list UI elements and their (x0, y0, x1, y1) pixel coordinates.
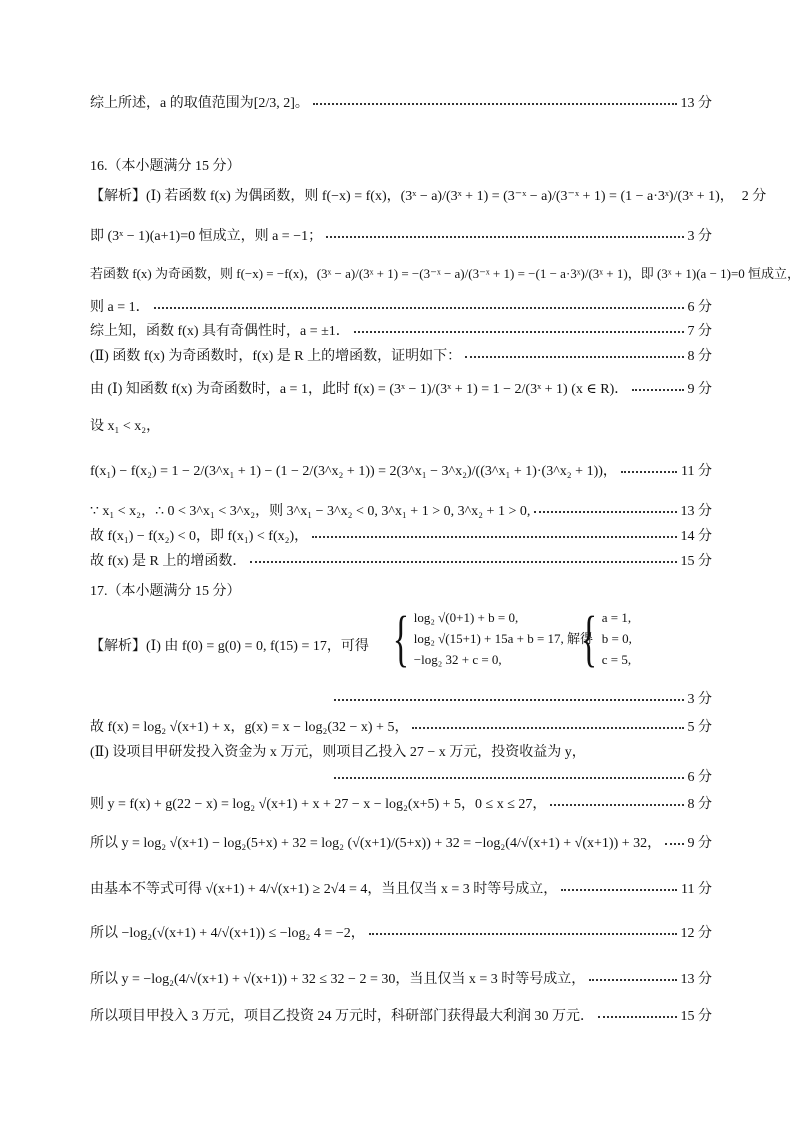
dot-leader (334, 777, 684, 779)
score-label: 2 分 (741, 189, 767, 204)
line-text: 则 a = 1． (90, 300, 150, 315)
solution-line (90, 225, 712, 245)
score-label: 6 分 (687, 770, 712, 785)
dot-leader (313, 103, 677, 105)
solution-line (90, 500, 712, 520)
line-text: (Ⅱ) 函数 f(x) 为奇函数时，f(x) 是 R 上的增函数，证明如下： (90, 349, 462, 364)
equation-row: a = 1, (601, 610, 632, 625)
equation-row: c = 5, (601, 652, 632, 667)
line-text: 由基本不等式可得 √(x+1) + 4/√(x+1) ≥ 2√4 = 4，当且仅当 x = 3 时等号成立， (90, 882, 558, 897)
dot-leader (632, 389, 683, 391)
line-text: 综上所述，a 的取值范围为[2/3, 2]。 (90, 96, 309, 111)
dot-leader (334, 699, 684, 701)
line-text: 所以 y = −log₂(4/√(x+1) + √(x+1)) + 32 ≤ 32 − 2 = 30，当且仅当 x = 3 时等号成立， (90, 972, 586, 987)
dot-leader (312, 536, 676, 538)
score-label: 3 分 (687, 229, 712, 244)
solution-line (90, 968, 712, 988)
solution-line (90, 793, 712, 813)
equation-row: log₂ √(15+1) + 15a + b = 17, 解得 (413, 631, 594, 646)
problem-16-heading: 16.（本小题满分 15 分） (90, 159, 241, 174)
solution-system (574, 604, 632, 673)
problem-17-heading: 17.（本小题满分 15 分） (90, 584, 241, 599)
dot-leader (598, 1016, 677, 1018)
solution-line (90, 1005, 712, 1025)
solution-line (90, 832, 712, 852)
dot-leader (354, 331, 684, 333)
score-label: 13 分 (680, 96, 712, 111)
solution-line (90, 320, 712, 340)
solution-line (90, 296, 712, 316)
dot-leader (621, 471, 677, 473)
score-label: 8 分 (687, 797, 712, 812)
score-line (330, 688, 712, 708)
line-text: 由 (Ⅰ) 知函数 f(x) 为奇函数时，a = 1，此时 f(x) = (3ˣ − 1)/(3ˣ + 1) = 1 − 2/(3ˣ + 1) (x ∈ R)． (90, 382, 629, 397)
line-text: ∵ x₁ < x₂，∴ 0 < 3^x₁ < 3^x₂，则 3^x₁ − 3^x₂ < 0, 3^x₁ + 1 > 0, 3^x₂ + 1 > 0, (90, 504, 531, 519)
line-text: f(x₁) − f(x₂) = 1 − 2/(3^x₁ + 1) − (1 − 2/(3^x₂ + 1)) = 2(3^x₁ − 3^x₂)/((3^x₁ + 1)·(3^x₂ + 1))， (90, 464, 617, 479)
dot-leader (665, 843, 683, 845)
line-text: 故 f(x) = log₂ √(x+1) + x，g(x) = x − log₂(32 − x) + 5， (90, 720, 409, 735)
line-text: 所以 y = log₂ √(x+1) − log₂(5+x) + 32 = log₂ (√(x+1)/(5+x)) + 32 = −log₂(4/√(x+1) + √(x+1)) + 32， (90, 836, 662, 851)
dot-leader (465, 356, 683, 358)
solution-line (90, 550, 712, 570)
score-label: 15 分 (680, 554, 712, 569)
equation-system (386, 604, 594, 673)
score-label: 6 分 (687, 300, 712, 315)
solution-line: (Ⅱ) 设项目甲研发投入资金为 x 万元，则项目乙投入 27 − x 万元，投资收益为 y， (90, 745, 586, 760)
dot-leader (534, 511, 676, 513)
left-brace: { (580, 604, 598, 673)
score-label: 9 分 (687, 836, 712, 851)
solution-line (90, 716, 712, 736)
solution-line: 设 x₁ < x₂， (90, 419, 161, 434)
line-text: 所以项目甲投入 3 万元，项目乙投资 24 万元时，科研部门获得最大利润 30 万元． (90, 1009, 594, 1024)
line-text: 所以 −log₂(√(x+1) + 4/√(x+1)) ≤ −log₂ 4 = −2， (90, 926, 365, 941)
score-label: 15 分 (680, 1009, 712, 1024)
dot-leader (326, 236, 683, 238)
score-label: 13 分 (680, 504, 712, 519)
line-text: 综上知，函数 f(x) 具有奇偶性时，a = ±1． (90, 324, 350, 339)
score-label: 8 分 (687, 349, 712, 364)
solution-line (90, 185, 767, 205)
solution-line (90, 345, 712, 365)
score-label: 11 分 (681, 464, 712, 479)
dot-leader (589, 979, 676, 981)
solution-line (90, 878, 712, 898)
score-label: 3 分 (687, 692, 712, 707)
score-label: 13 分 (680, 972, 712, 987)
line-text: 则 y = f(x) + g(22 − x) = log₂ √(x+1) + x + 27 − x − log₂(x+5) + 5，0 ≤ x ≤ 27， (90, 797, 547, 812)
solution-line (90, 922, 712, 942)
line-text: 即 (3ˣ − 1)(a+1)=0 恒成立，则 a = −1； (90, 229, 323, 244)
solution-line (90, 460, 712, 480)
solution-line (90, 525, 712, 545)
dot-leader (550, 804, 683, 806)
conclusion-line (90, 92, 712, 112)
score-label: 9 分 (687, 382, 712, 397)
solution-line (90, 378, 712, 398)
dot-leader (154, 307, 684, 309)
score-label: 11 分 (681, 882, 712, 897)
line-text: 故 f(x) 是 R 上的增函数． (90, 554, 247, 569)
solution-line: 【解析】(Ⅰ) 由 f(0) = g(0) = 0, f(15) = 17，可得 (90, 639, 369, 654)
left-brace: { (392, 604, 410, 673)
score-line (330, 766, 712, 786)
score-label: 14 分 (680, 529, 712, 544)
line-text: 【解析】(Ⅰ) 若函数 f(x) 为偶函数，则 f(−x) = f(x)，(3ˣ − a)/(3ˣ + 1) = (3⁻ˣ − a)/(3⁻ˣ + 1) = (1 − a·3ˣ)/(3ˣ + 1)， (90, 189, 734, 204)
dot-leader (369, 933, 677, 935)
dot-leader (412, 727, 683, 729)
score-label: 5 分 (687, 720, 712, 735)
score-label: 7 分 (687, 324, 712, 339)
equation-row: −log₂ 32 + c = 0, (413, 652, 502, 667)
equation-row: log₂ √(0+1) + b = 0, (413, 610, 519, 625)
score-label: 12 分 (680, 926, 712, 941)
dot-leader (561, 889, 677, 891)
solution-line: 若函数 f(x) 为奇函数，则 f(−x) = −f(x)，(3ˣ − a)/(3ˣ + 1) = −(3⁻ˣ − a)/(3⁻ˣ + 1) = −(1 − a·3ˣ)/(3ˣ + 1)，即 (3ˣ + 1)(a − 1)=0 恒成立， (90, 266, 800, 281)
line-text: 故 f(x₁) − f(x₂) < 0，即 f(x₁) < f(x₂)， (90, 529, 309, 544)
dot-leader (250, 561, 676, 563)
equation-row: b = 0, (601, 631, 632, 646)
